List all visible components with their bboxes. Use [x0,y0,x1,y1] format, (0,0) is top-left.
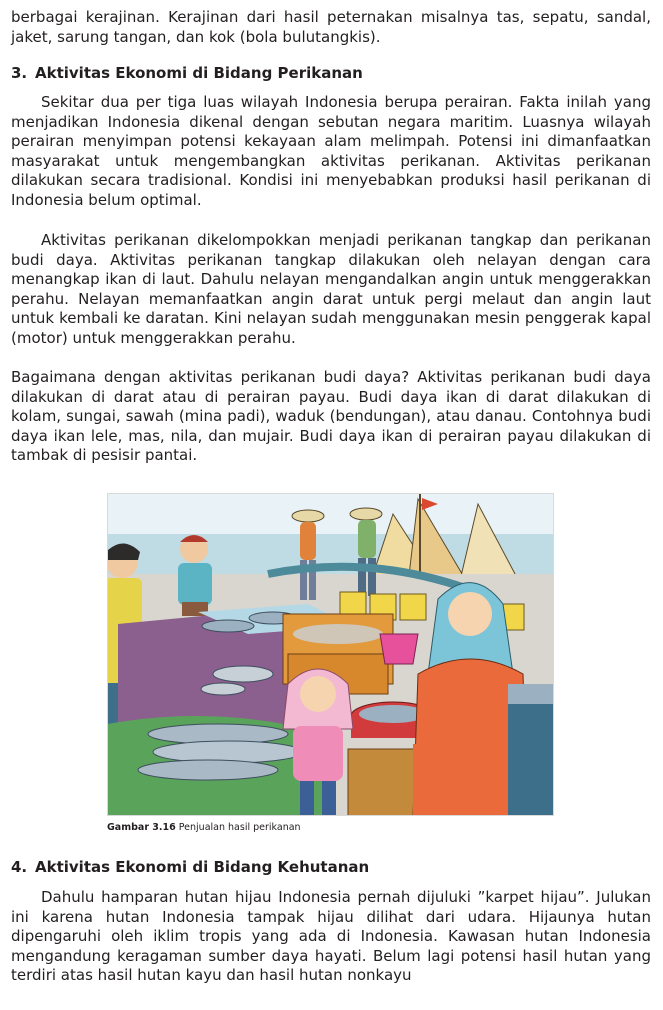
figure-caption [107,822,301,834]
section-3-heading [11,64,363,84]
man-with-cap [178,535,212,616]
section-3-paragraph-1: Sekitar dua per tiga luas wilayah Indonesia berupa perairan. Fakta inilah yang menjadikan Indonesia dikenal dengan sebutan negara maritim. Luasnya wilayah perairan menyimpan potensi kekayaan alam melimpah. Potensi ini dimanfaatkan masyarakat untuk mengembangkan aktivitas perikanan. Aktivitas perikanan dilakukan secara tradisional. Kondisi ini menyebabkan produksi hasil perikanan di Indonesia belum optimal. [11,93,651,209]
section-4-heading [11,858,369,878]
section-3-paragraph-2: Aktivitas perikanan dikelompokkan menjadi perikanan tangkap dan perikanan budi daya. Aktivitas perikanan tangkap dilakukan oleh nelayan dengan cara menangkap ikan di laut. Dahulu nelayan mengandalkan angin untuk menggerakkan perahu. Nelayan memanfaatkan angin darat untuk pergi melaut dan angin laut untuk kembali ke daratan. Kini nelayan sudah menggunakan mesin penggerak kapal (motor) untuk menggerakkan perahu. [11,231,651,347]
paragraph-top: berbagai kerajinan. Kerajinan dari hasil peternakan misalnya tas, sepatu, sandal, jaket, sarung tangan, dan kok (bola bulutangkis). [11,8,651,46]
section-4-title: Aktivitas Ekonomi di Bidang Kehutanan [35,858,370,876]
section-4-number: 4. [11,858,28,876]
section-4-paragraph-1: Dahulu hamparan hutan hijau Indonesia pernah dijuluki ”karpet hijau”. Julukan ini karena hutan Indonesia tampak hijau dilihat dari udara. Hijaunya hutan dipengaruhi oleh iklim tropis yang ada di Indonesia. Kawasan hutan Indonesia mengandung keragaman sumber daya hayati. Belum lagi potensi hasil hutan yang terdiri atas hasil hutan kayu dan hasil hutan nonkayu [11,888,651,985]
figure-label: Gambar 3.16 [107,822,176,833]
section-3-title: Aktivitas Ekonomi di Bidang Perikanan [35,64,363,82]
figure-caption-text: Penjualan hasil perikanan [178,822,301,833]
section-3-number: 3. [11,64,28,82]
fish-market-illustration [107,493,554,816]
section-3-paragraph-3: Bagaimana dengan aktivitas perikanan budi daya? Aktivitas perikanan budi daya dilakukan di darat atau di perairan payau. Budi daya ikan di darat dilakukan di kolam, sungai, sawah (mina padi), waduk (bendungan), atau danau. Contohnya budi daya ikan lele, mas, nila, dan mujair. Budi daya ikan di perairan payau dilakukan di tambak di pesisir pantai. [11,368,651,465]
